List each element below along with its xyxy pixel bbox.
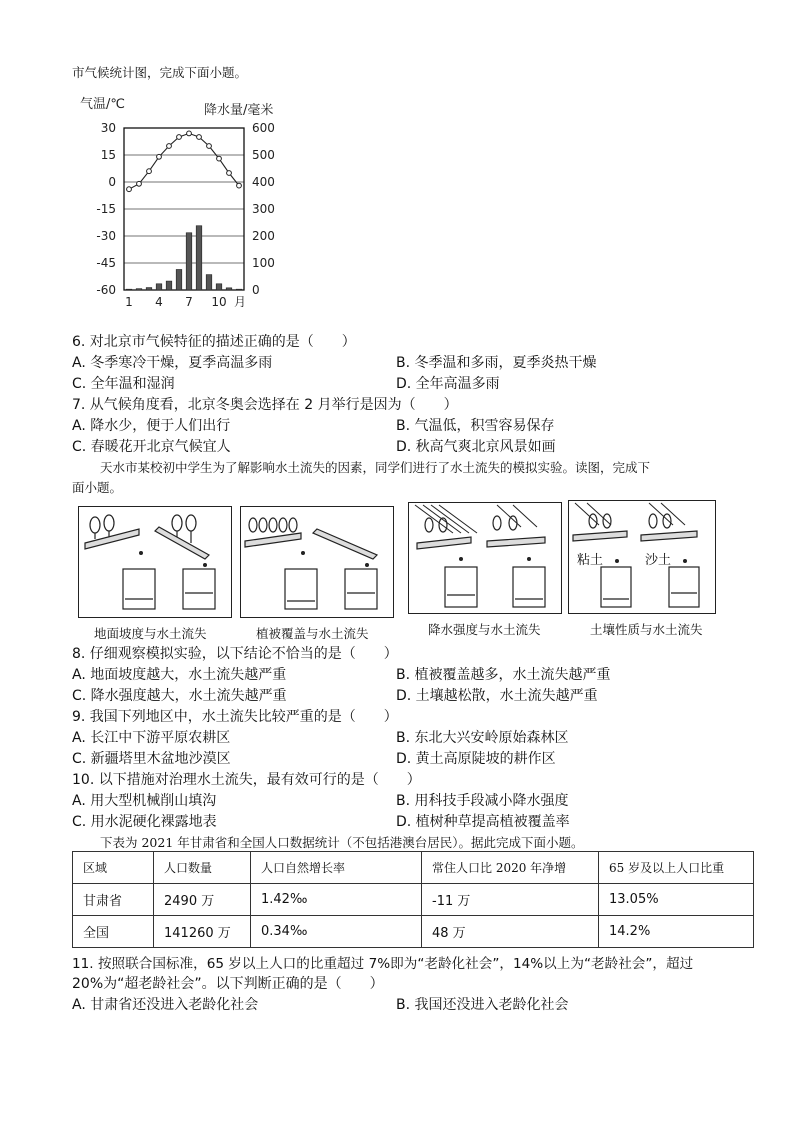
- question-10-option-a[interactable]: A. 用大型机械削山填沟: [72, 793, 217, 809]
- temperature-point: [157, 154, 162, 159]
- right-tick-label: 100: [252, 256, 275, 270]
- table-cell: 甘肃省: [73, 884, 154, 916]
- precipitation-bar: [186, 233, 192, 290]
- right-tick-label: 500: [252, 148, 275, 162]
- table-row: [73, 916, 754, 948]
- precipitation-bar: [206, 275, 212, 290]
- question-6-option-c[interactable]: C. 全年温和湿润: [72, 376, 175, 392]
- temperature-point: [187, 131, 192, 136]
- experiment-panel-rainfall: [408, 502, 562, 614]
- table-cell: 1.42‰: [251, 884, 422, 916]
- question-9-option-d[interactable]: D. 黄土高原陡坡的耕作区: [396, 751, 556, 767]
- question-9-stem: 9. 我国下列地区中，水土流失比较严重的是（ ）: [72, 709, 398, 725]
- temperature-point: [217, 156, 222, 161]
- table-intro-text: 下表为 2021 年甘肃省和全国人口数据统计（不包括港澳台居民）。据此完成下面小题。: [100, 835, 584, 850]
- table-cell: 14.2%: [599, 916, 754, 948]
- soil-label-sand: 沙土: [645, 553, 672, 568]
- table-cell: 141260 万: [154, 916, 251, 948]
- temperature-point: [207, 144, 212, 149]
- precipitation-bar: [136, 289, 142, 290]
- question-10-option-c[interactable]: C. 用水泥硬化裸露地表: [72, 814, 217, 830]
- question-9-option-b[interactable]: B. 东北大兴安岭原始森林区: [396, 730, 569, 746]
- table-cell: -11 万: [422, 884, 599, 916]
- precipitation-bar: [126, 289, 132, 290]
- population-table: [72, 851, 754, 948]
- question-10-option-d[interactable]: D. 植树种草提高植被覆盖率: [396, 814, 570, 830]
- temperature-point: [147, 169, 152, 174]
- soil-label-clay: 粘土: [577, 553, 604, 568]
- table-cell: 13.05%: [599, 884, 754, 916]
- question-7-option-d[interactable]: D. 秋高气爽北京风景如画: [396, 439, 556, 455]
- question-11-option-b[interactable]: B. 我国还没进入老龄化社会: [396, 997, 569, 1013]
- question-7-option-a[interactable]: A. 降水少，便于人们出行: [72, 418, 231, 434]
- table-header-cell: 65 岁及以上人口比重: [599, 852, 754, 884]
- caption-vegetation: 植被覆盖与水土流失: [256, 626, 369, 641]
- erosion-intro-line-2: 面小题。: [72, 480, 123, 495]
- question-11-stem-line-1: 11. 按照联合国标准，65 岁以上人口的比重超过 7%即为“老龄化社会”，14%以上为“老龄社会”，超过: [72, 956, 694, 972]
- question-10-option-b[interactable]: B. 用科技手段减小降水强度: [396, 793, 569, 809]
- experiment-panel-slope: [78, 506, 232, 618]
- caption-rainfall: 降水强度与水土流失: [428, 622, 541, 637]
- table-cell: 全国: [73, 916, 154, 948]
- left-tick-label: 0: [108, 175, 116, 189]
- precipitation-bar: [226, 288, 232, 290]
- left-tick-label: -15: [96, 202, 116, 216]
- precipitation-bar: [146, 288, 152, 290]
- question-8-option-c[interactable]: C. 降水强度越大，水土流失越严重: [72, 688, 287, 704]
- question-7-option-b[interactable]: B. 气温低，积雪容易保存: [396, 418, 555, 434]
- question-8-option-d[interactable]: D. 土壤越松散，水土流失越严重: [396, 688, 598, 704]
- question-8-option-a[interactable]: A. 地面坡度越大，水土流失越严重: [72, 667, 287, 683]
- left-tick-label: 15: [100, 148, 116, 162]
- x-tick-label: 7: [185, 295, 193, 309]
- left-tick-label: -45: [96, 256, 116, 270]
- temperature-line: [129, 133, 239, 189]
- table-cell: 0.34‰: [251, 916, 422, 948]
- question-8-option-b[interactable]: B. 植被覆盖越多，水土流失越严重: [396, 667, 611, 683]
- left-axis-label: 气温/℃: [80, 97, 125, 112]
- left-tick-label: 30: [100, 121, 116, 135]
- precipitation-bar: [166, 281, 172, 290]
- x-tick-label: 4: [155, 295, 163, 309]
- temperature-point: [127, 187, 132, 192]
- table-header-row: [73, 852, 754, 884]
- left-tick-label: -30: [96, 229, 116, 243]
- climate-intro-text: 市气候统计图，完成下面小题。: [72, 65, 248, 80]
- caption-soil: 土壤性质与水土流失: [590, 622, 703, 637]
- precipitation-bar: [176, 269, 182, 290]
- climate-chart: [72, 92, 292, 320]
- temperature-point: [137, 181, 142, 186]
- precipitation-bar: [156, 284, 162, 290]
- precipitation-bar: [196, 226, 202, 290]
- question-11-option-a[interactable]: A. 甘肃省还没进入老龄化社会: [72, 997, 259, 1013]
- right-tick-label: 300: [252, 202, 275, 216]
- left-tick-label: -60: [96, 283, 116, 297]
- question-10-stem: 10. 以下措施对治理水土流失，最有效可行的是（ ）: [72, 772, 421, 788]
- table-cell: 2490 万: [154, 884, 251, 916]
- right-tick-label: 200: [252, 229, 275, 243]
- temperature-point: [237, 183, 242, 188]
- caption-slope: 地面坡度与水土流失: [94, 626, 207, 641]
- precipitation-bar: [216, 284, 222, 290]
- right-tick-label: 600: [252, 121, 275, 135]
- question-11-stem-line-2: 20%为“超老龄社会”。以下判断正确的是（ ）: [72, 976, 384, 992]
- table-header-cell: 人口数量: [154, 852, 251, 884]
- temperature-point: [177, 135, 182, 140]
- x-tick-label: 10: [211, 295, 227, 309]
- experiment-panel-soil: [568, 500, 716, 614]
- question-6-option-a[interactable]: A. 冬季寒冷干燥，夏季高温多雨: [72, 355, 273, 371]
- question-6-option-b[interactable]: B. 冬季温和多雨，夏季炎热干燥: [396, 355, 597, 371]
- experiment-panel-vegetation: [240, 506, 394, 618]
- erosion-intro-line-1: 天水市某校初中学生为了解影响水土流失的因素，同学们进行了水土流失的模拟实验。读图，完成下: [100, 460, 651, 475]
- temperature-point: [197, 135, 202, 140]
- x-tick-label: 1: [125, 295, 133, 309]
- temperature-point: [167, 144, 172, 149]
- x-unit-label: 月: [233, 295, 247, 309]
- right-tick-label: 0: [252, 283, 260, 297]
- table-header-cell: 区域: [73, 852, 154, 884]
- right-axis-label: 降水量/毫米: [204, 103, 274, 118]
- question-6-stem: 6. 对北京市气候特征的描述正确的是（ ）: [72, 334, 356, 350]
- question-8-stem: 8. 仔细观察模拟实验，以下结论不恰当的是（ ）: [72, 646, 398, 662]
- table-row: [73, 884, 754, 916]
- table-header-cell: 人口自然增长率: [251, 852, 422, 884]
- precipitation-bar: [236, 289, 242, 290]
- temperature-point: [227, 171, 232, 176]
- table-header-cell: 常住人口比 2020 年净增: [422, 852, 599, 884]
- question-9-option-a[interactable]: A. 长江中下游平原农耕区: [72, 730, 231, 746]
- question-9-option-c[interactable]: C. 新疆塔里木盆地沙漠区: [72, 751, 231, 767]
- question-7-stem: 7. 从气候角度看，北京冬奥会选择在 2 月举行是因为（ ）: [72, 397, 458, 413]
- table-cell: 48 万: [422, 916, 599, 948]
- right-tick-label: 400: [252, 175, 275, 189]
- question-7-option-c[interactable]: C. 春暖花开北京气候宜人: [72, 439, 231, 455]
- question-6-option-d[interactable]: D. 全年高温多雨: [396, 376, 500, 392]
